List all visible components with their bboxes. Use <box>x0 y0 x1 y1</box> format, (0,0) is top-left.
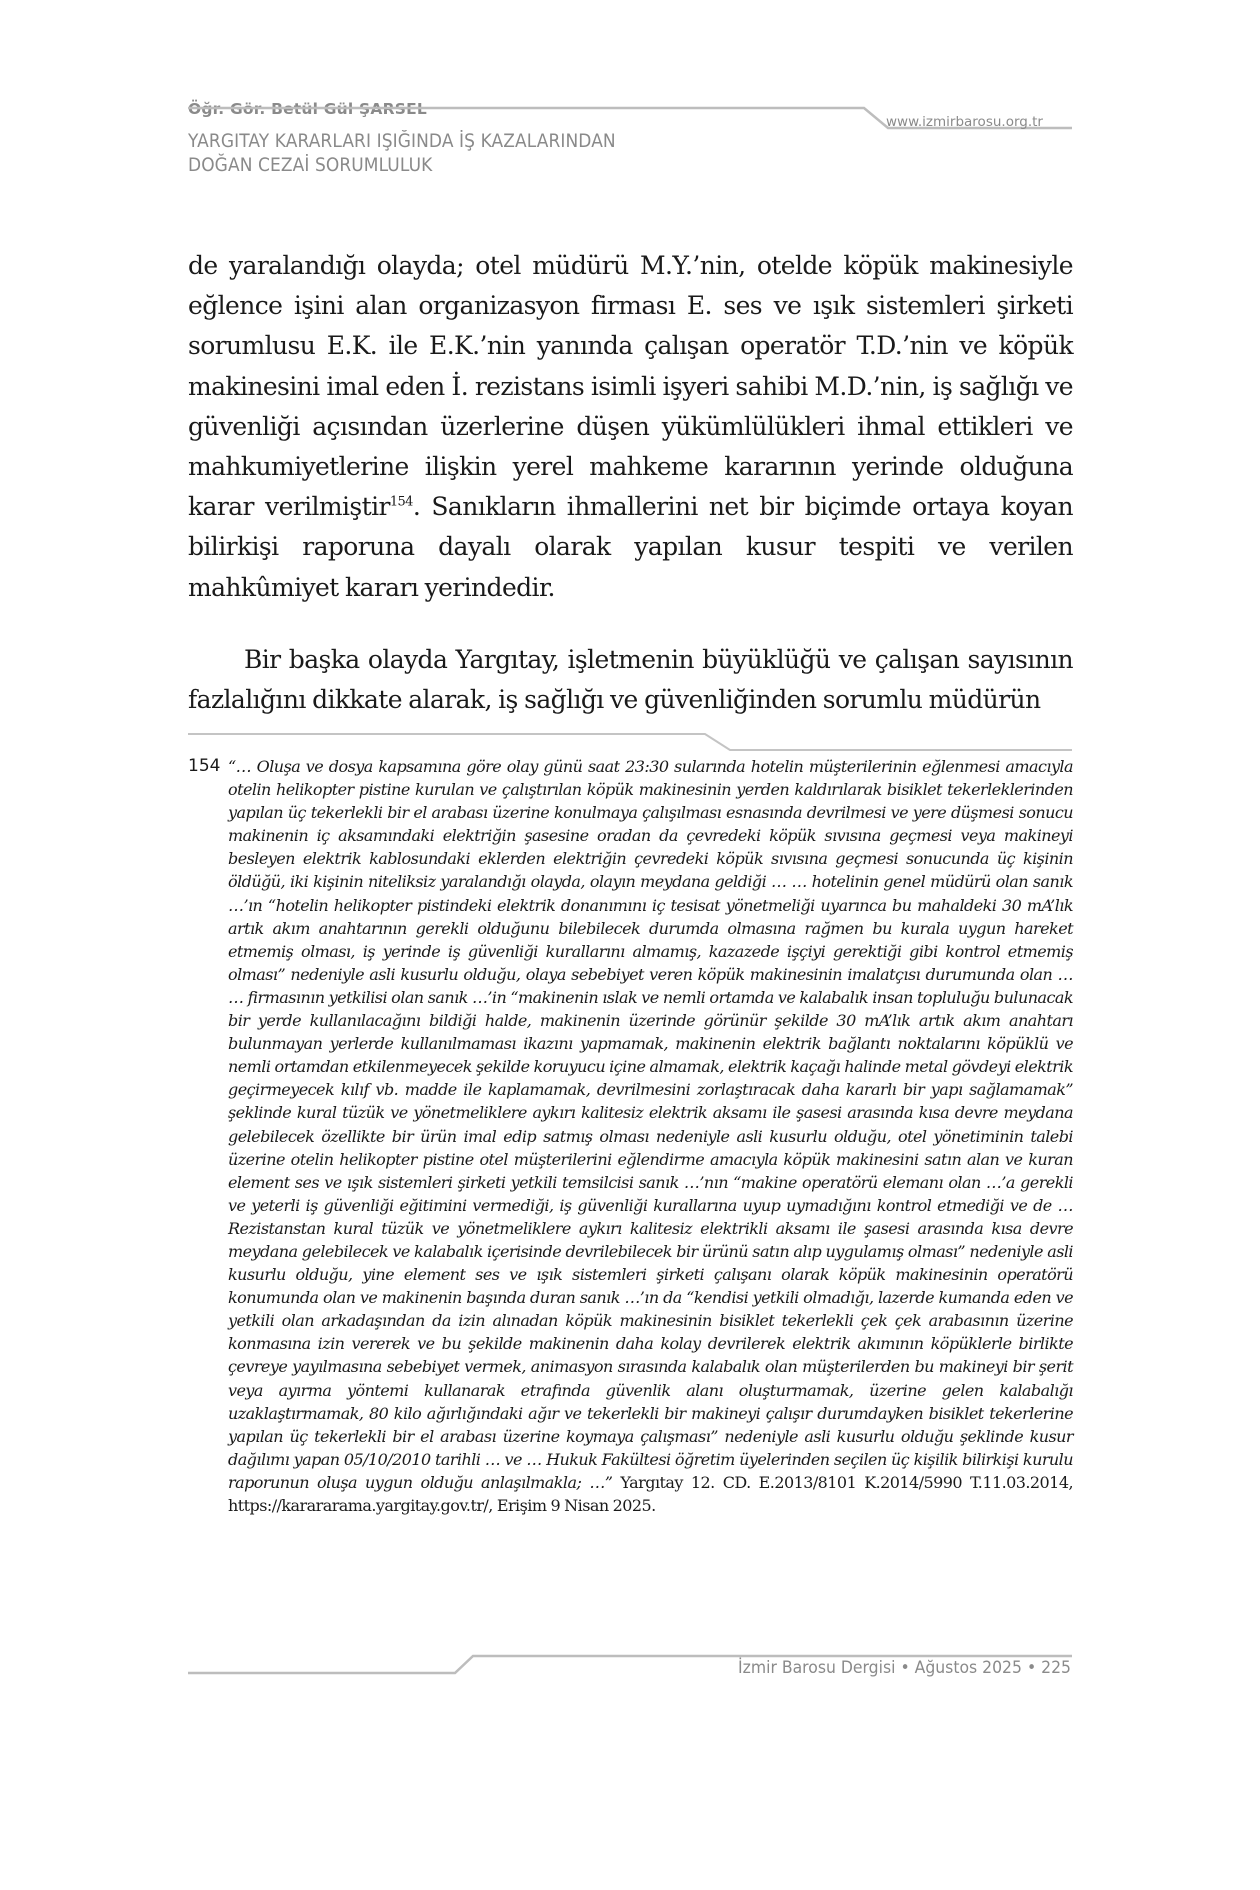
header-author: Öğr. Gör. Betül Gül ŞARSEL <box>188 100 427 118</box>
footnote-154 <box>188 755 1073 1517</box>
paragraph-1-continuation: . Sanıkların ihmallerini net bir biçimde ortaya koyan bilirkişi raporuna dayalı olarak yapılan kusur tespiti ve verilen mahkûmiyet kararı yerindedir. <box>188 492 1073 602</box>
footnote-body <box>228 755 1073 1517</box>
header-title-line-2: DOĞAN CEZAİ SORUMLULUK <box>188 155 433 176</box>
footnote-number: 154 <box>188 756 221 776</box>
header-article-title <box>188 130 703 178</box>
footnote-quote: “… Oluşa ve dosya kapsamına göre olay günü saat 23:30 sularında hotelin müşterilerinin eğlenmesi amacıyla otelin helikopter pistine kurulan ve çalıştırılan köpük makinesinin yerden kaldırılarak bisiklet tekerleklerinden yapılan üç tekerlekli bir el arabası üzerine konulmaya çalışılması esnasında devrilmesi ve yere düşmesi sonucu makinenin iç aksamındaki elektriğin şasesine oradan da çevredeki köpük sıvısına geçmesi veya makineyi besleyen elektrik kablosundaki eklerden elektriğin çevredeki köpük sıvısına geçmesi sonucunda üç kişinin öldüğü, iki kişinin niteliksiz yaralandığı olayda, olayın meydana geldiği … … hotelinin genel müdürü olan sanık …’ın “hotelin helikopter pistindeki elektrik donanımını iç tesisat yönetmeliği uyarınca bu mahaldeki 30 mA’lık artık akım anahtarının gerekli olduğunu bilebilecek durumda olmasına rağmen bu kurala uygun hareket etmemiş olması, iş yerinde iş güvenliği kurallarını almamış, kazazede işçiyi gerektiği gibi kontrol etmemiş olması” nedeniyle asli kusurlu olduğu, olaya sebebiyet veren köpük makinesinin imalatçısı durumunda olan … … firmasının yetkilisi olan sanık …’in “makinenin ıslak ve nemli ortamda ve kalabalık insan topluluğu bulunacak bir yerde kullanılacağını bildiği halde, makinenin üzerinde görünür şekilde 30 mA’lık artık akım anahtarı bulunmayan yerlerde kullanılmaması ikazını yapmamak, makinenin elektrik bağlantı noktalarını köpüklü ve nemli ortamdan etkilenmeyecek şekilde koruyucu içine almamak, elektrik kaçağı halinde metal gövdeyi elektrik geçirmeyecek kılıf vb. madde ile kaplamamak, devrilmesini zorlaştıracak daha kararlı bir yapı sağlamamak” şeklinde kural tüzük ve yönetmeliklere aykırı kalitesiz elektrik aksamı ile şasesi arasında kısa devre meydana gelebilecek özellikte bir ürün imal edip satmış olması nedeniyle asli kusurlu olduğu, otel yönetiminin talebi üzerine otelin helikopter pistine otel müşterilerini eğlendirme amacıyla köpük makinesini satın alan ve kuran element ses ve ışık sistemleri şirketi yetkili temsilcisi sanık …’nın “makine operatörü elemanı olan …’a gerekli ve yeterli iş güvenliği eğitimini vermediği, iş güvenliği kurallarına uyup uymadığını kontrol etmediği ve de … Rezistanstan kural tüzük ve yönetmeliklere aykırı kalitesiz elektrikli aksamı ile şasesi arasında kısa devre meydana gelebilecek ve kalabalık içerisinde devrilebilecek bir ürünü satın alıp uygulamış olması” nedeniyle asli kusurlu olduğu, yine element ses ve ışık sistemleri şirketi çalışanı olarak köpük makinesinin operatörü konumunda olan ve makinenin başında duran sanık …’ın da “kendisi yetkili olmadığı, lazerde kumanda eden ve yetkili olan arkadaşından da izin alınadan köpük makinesinin bisiklet tekerlekli çek çek arabasının üzerine konmasına izin vererek ve bu şekilde makinenin daha kolay devrilerek elektrik akımının köpüklerle birlikte çevreye yayılmasına sebebiyet vermek, animasyon sırasında kalabalık olan müşterilerden bu makineyi bir şerit veya ayırma yöntemi kullanarak etrafında güvenlik alanı oluşturmamak, üzerine gelen kalabalığı uzaklaştırmamak, 80 kilo ağırlığındaki ağır ve tekerlekli bir makineyi çalışır durumdayken bisiklet tekerlerine yapılan üç tekerlekli bir el arabası üzerine koymaya çalışması” nedeniyle asli kusurlu olduğu şeklinde kusur dağılımı yapan 05/10/2010 tarihli … ve … Hukuk Fakültesi öğretim üyelerinden seçilen üç kişilik bilirkişi kurulu raporunun oluşa uygun olduğu anlaşılmakla; …” <box>228 757 1073 1492</box>
header-website: www.izmirbarosu.org.tr <box>886 114 1043 130</box>
footnote-reference-154[interactable]: 154 <box>389 494 413 510</box>
footer-journal-name: İzmir Barosu Dergisi <box>738 1658 896 1678</box>
footnote-citation: Yargıtay 12. CD. E.2013/8101 K.2014/5990 T.11.03.2014, https://karararama.yargitay.gov.tr/, Erişim 9 Nisan 2025. <box>228 1472 1073 1515</box>
body-paragraph-2: Bir başka olayda Yargıtay, işletmenin büyüklüğü ve çalışan sayısının fazlalığını dikkate alarak, iş sağlığı ve güvenliğinden sorumlu müdürün <box>188 645 1073 715</box>
footer-journal-info <box>579 1658 1071 1678</box>
footer-page-number: 225 <box>1041 1658 1071 1678</box>
paragraph-1-text: de yaralandığı olayda; otel müdürü M.Y.’nin, otelde köpük makinesiyle eğlence işini alan organizasyon firması E. ses ve ışık sistemleri şirketi sorumlusu E.K. ile E.K.’nin yanında çalışan operatör T.D.’nin ve köpük makinesini imal eden İ. rezistans isimli işyeri sahibi M.D.’nin, iş sağlığı ve güvenliği açısından üzerlerine düşen yükümlülükleri ihmal ettikleri ve mahkumiyetlerine ilişkin yerel mahkeme kararının yerinde olduğuna karar verilmiştir <box>188 251 1073 522</box>
body-paragraph-1 <box>188 246 1073 608</box>
header-title-line-1: YARGITAY KARARLARI IŞIĞINDA İŞ KAZALARINDAN <box>188 131 616 152</box>
footer-separator-1: • <box>900 1658 910 1678</box>
footer-issue-date: Ağustos 2025 <box>914 1658 1022 1678</box>
footer-separator-2: • <box>1026 1658 1037 1678</box>
